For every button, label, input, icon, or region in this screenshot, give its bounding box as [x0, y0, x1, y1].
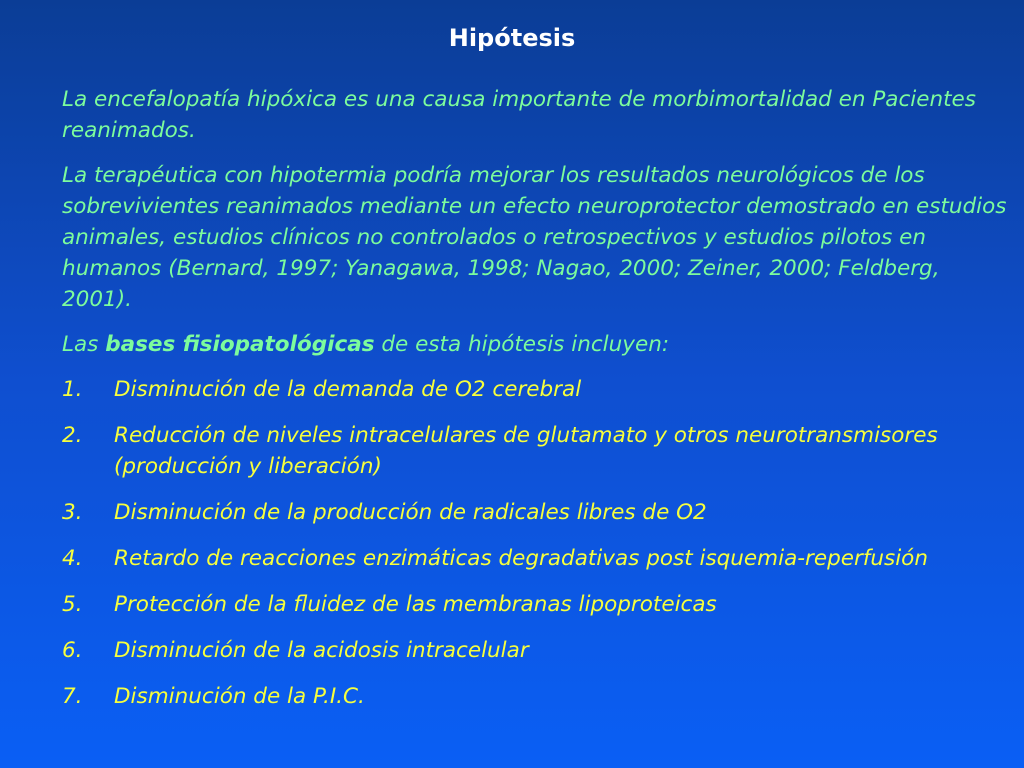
list-number: 6. — [62, 638, 83, 663]
intro-prefix: Las — [62, 332, 99, 357]
list-text: Protección de la fluidez de las membranas lipoproteicas — [114, 592, 717, 617]
list-text: Disminución de la acidosis intracelular — [114, 638, 529, 663]
list-number: 5. — [62, 592, 83, 617]
intro-paragraph — [62, 329, 1012, 360]
slide-content — [62, 84, 1012, 727]
list-text: Reducción de niveles intracelulares de glutamato y otros neurotransmisores (producción y liberación) — [114, 423, 938, 479]
list-item — [62, 374, 1012, 405]
paragraph-1: La encefalopatía hipóxica es una causa importante de morbimortalidad en Pacientes reanimados. — [62, 87, 976, 143]
list-number: 2. — [62, 423, 83, 448]
list-text: Disminución de la demanda de O2 cerebral — [114, 377, 582, 402]
list-item — [62, 635, 1012, 666]
list-text: Disminución de la P.I.C. — [114, 684, 365, 709]
slide-title: Hipótesis — [448, 24, 576, 52]
list-item — [62, 420, 1012, 482]
list-text: Retardo de reacciones enzimáticas degradativas post isquemia-reperfusión — [114, 546, 928, 571]
list-number: 1. — [62, 377, 83, 402]
list-item — [62, 589, 1012, 620]
list-number: 7. — [62, 684, 83, 709]
list-item — [62, 543, 1012, 574]
list-text: Disminución de la producción de radicales libres de O2 — [114, 500, 707, 525]
intro-suffix: de esta hipótesis incluyen: — [381, 332, 670, 357]
paragraph-2: La terapéutica con hipotermia podría mejorar los resultados neurológicos de los sobrevivientes reanimados mediante un efecto neuroprotector demostrado en estudios animales, estudios clínicos no controlados o retrospectivos y estudios pilotos en humanos (Bernard, 1997; Yanagawa, 1998; Nagao, 2000; Zeiner, 2000; Feldberg, 2001). — [62, 163, 1007, 312]
list-item — [62, 681, 1012, 712]
list-number: 3. — [62, 500, 83, 525]
list-number: 4. — [62, 546, 83, 571]
hypothesis-list — [62, 374, 1012, 712]
intro-bold: bases fisiopatológicas — [105, 332, 375, 357]
list-item — [62, 497, 1012, 528]
